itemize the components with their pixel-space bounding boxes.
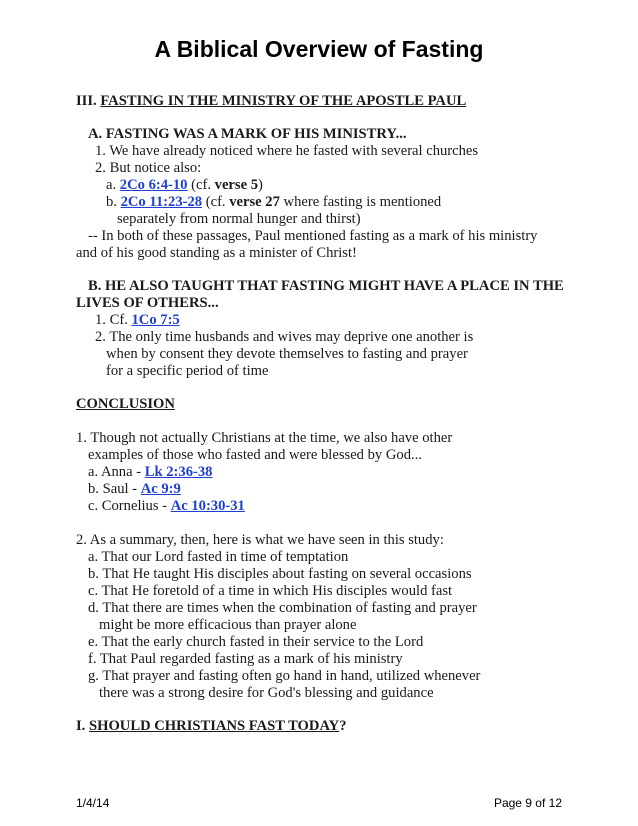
list-item: [106, 177, 263, 194]
section-number: I.: [76, 718, 89, 734]
page-title: A Biblical Overview of Fasting: [154, 36, 484, 62]
item-text: (cf.: [202, 194, 230, 210]
item-text: ): [258, 177, 263, 193]
scripture-link[interactable]: 2Co 11:23-28: [120, 194, 203, 210]
item-emphasis: verse 5: [214, 177, 258, 193]
list-item: [95, 312, 180, 329]
conclusion-heading: CONCLUSION: [76, 396, 175, 412]
scripture-link[interactable]: Lk 2:36-38: [144, 464, 213, 480]
section-heading-3: [76, 93, 466, 110]
scripture-link[interactable]: Ac 10:30-31: [170, 498, 245, 514]
scripture-link[interactable]: Ac 9:9: [140, 481, 181, 497]
subsection-heading-b-cont: LIVES OF OTHERS...: [76, 295, 219, 311]
subsection-heading-b: B. HE ALSO TAUGHT THAT FASTING MIGHT HAVE A PLACE IN THE: [88, 278, 564, 294]
footer-page-number: Page 9 of 12: [493, 796, 562, 810]
item-marker: 1. Cf.: [95, 312, 132, 328]
list-item: 2. But notice also:: [95, 160, 202, 176]
item-text: where fasting is mentioned: [279, 194, 442, 210]
section-title: FASTING IN THE MINISTRY OF THE APOSTLE PAUL: [100, 93, 467, 109]
list-item-continuation: when by consent they devote themselves to fasting and prayer: [106, 346, 468, 362]
list-item: 1. Though not actually Christians at the time, we also have other: [76, 430, 453, 446]
list-item: [106, 194, 441, 211]
scripture-link[interactable]: 2Co 6:4-10: [119, 177, 188, 193]
item-marker: b.: [106, 194, 121, 210]
list-item-continuation: examples of those who fasted and were blessed by God...: [88, 447, 422, 463]
footer-date: 1/4/14: [76, 796, 110, 810]
list-item: b. That He taught His disciples about fasting on several occasions: [88, 566, 472, 582]
list-item-continuation: there was a strong desire for God's blessing and guidance: [99, 685, 434, 701]
section-title: SHOULD CHRISTIANS FAST TODAY: [88, 718, 340, 734]
list-item: [88, 481, 181, 498]
subsection-heading-a: A. FASTING WAS A MARK OF HIS MINISTRY...: [88, 126, 407, 142]
list-item: a. That our Lord fasted in time of temptation: [88, 549, 349, 565]
scripture-link[interactable]: 1Co 7:5: [131, 312, 180, 328]
list-item: c. That He foretold of a time in which His disciples would fast: [88, 583, 453, 599]
section-title-punct: ?: [339, 718, 347, 734]
section-heading-1: [76, 718, 346, 735]
item-emphasis: verse 27: [229, 194, 280, 210]
list-item: [88, 498, 245, 515]
list-item: g. That prayer and fasting often go hand in hand, utilized whenever: [88, 668, 481, 684]
list-item-continuation: might be more efficacious than prayer alone: [99, 617, 357, 633]
list-item: d. That there are times when the combination of fasting and prayer: [88, 600, 477, 616]
list-item: f. That Paul regarded fasting as a mark of his ministry: [88, 651, 403, 667]
list-item: 1. We have already noticed where he fasted with several churches: [95, 143, 479, 159]
item-text: (cf.: [187, 177, 215, 193]
list-item: [88, 464, 212, 481]
list-item-continuation: separately from normal hunger and thirst): [117, 211, 361, 227]
list-item: 2. As a summary, then, here is what we have seen in this study:: [76, 532, 444, 548]
note-line: -- In both of these passages, Paul mentioned fasting as a mark of his ministry: [88, 228, 538, 244]
list-item-continuation: for a specific period of time: [106, 363, 269, 379]
section-number: III.: [76, 93, 101, 109]
item-marker: a.: [106, 177, 120, 193]
item-text: b. Saul -: [88, 481, 141, 497]
item-text: c. Cornelius -: [88, 498, 171, 514]
list-item: 2. The only time husbands and wives may deprive one another is: [95, 329, 474, 345]
item-text: a. Anna -: [88, 464, 145, 480]
note-line: and of his good standing as a minister of Christ!: [76, 245, 357, 261]
list-item: e. That the early church fasted in their service to the Lord: [88, 634, 424, 650]
